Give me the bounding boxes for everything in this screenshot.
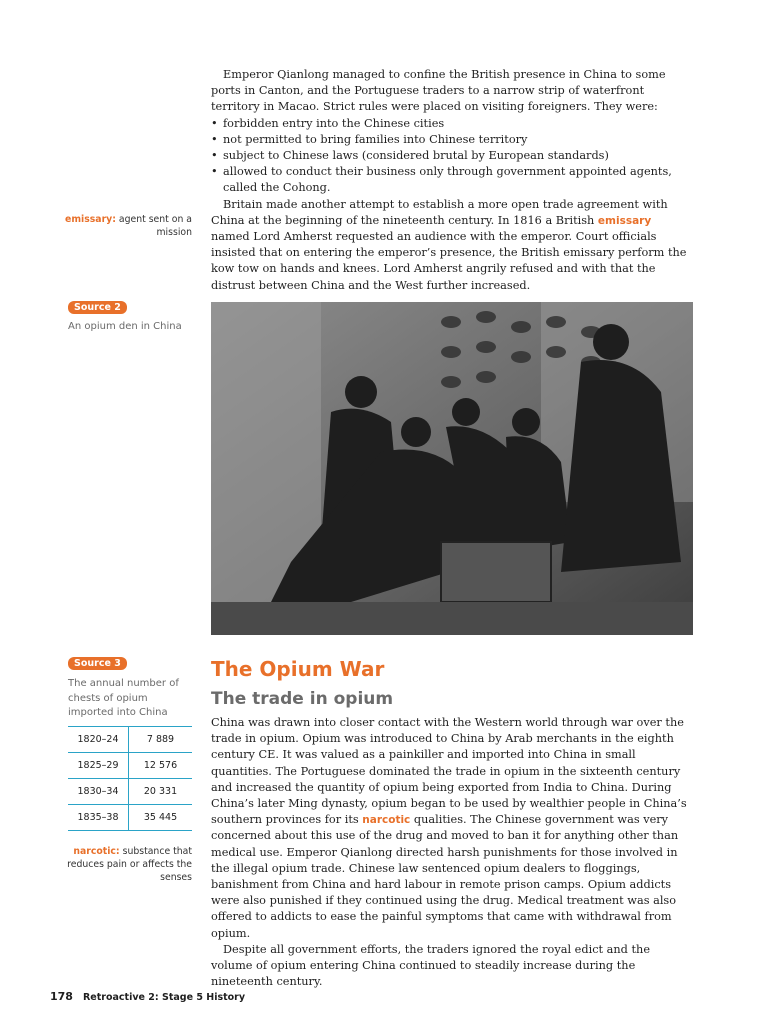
paragraph-text: China was drawn into closer contact with the Western world through war over the trade in opium. Opium was introduced to China by Arab merchants in the eighth century CE. It was valued as a painkiller and imported into China in small quantities. The Portuguese dominated the trade in opium in the sixteenth century and increased the quantity of opium being exported from India to China. During China’s later Ming dynasty, opium began to be used by wealthier people in China’s southern provinces for its [211, 716, 687, 827]
table-cell-chests: 12 576 [129, 753, 193, 779]
paragraph-text: qualities. The Chinese government was very concerned about this use of the drug and moved to ban it for anything other than medical use. Emperor Qianlong directed harsh punishments for those involved in the illegal opium trade. Chinese law sentenced opium dealers to floggings, banishment from China and hard labour in remote prison camps. Opium addicts were also punished if they continued using the drug. Medical treatment was also offered to addicts to ease the painful symptoms that came with withdrawal from opium. [211, 813, 679, 940]
table-row [68, 727, 192, 753]
table-cell-period: 1825–29 [68, 753, 129, 779]
glossary-term-narcotic: narcotic [362, 814, 411, 827]
section-subtitle: The trade in opium [211, 689, 394, 709]
section-body [211, 715, 689, 990]
table-cell-chests: 35 445 [129, 805, 193, 831]
rules-list-item: • allowed to conduct their business only through government appointed agents, called the Cohong. [211, 164, 689, 196]
glossary-term-emissary: emissary [597, 214, 652, 227]
glossary-term: emissary: [65, 214, 116, 225]
opium-den-photo [211, 302, 693, 635]
rules-list-item: • forbidden entry into the Chinese cities [211, 116, 689, 132]
book-title: Retroactive 2: Stage 5 History [82, 992, 246, 1003]
source-3-badge: Source 3 [68, 657, 127, 670]
section-paragraph-1 [211, 715, 689, 942]
table-row [68, 753, 192, 779]
section-paragraph-2: Despite all government efforts, the traders ignored the royal edict and the volume of opium entering China continued to steadily increase during the nineteenth century. [211, 942, 651, 989]
glossary-note-narcotic [67, 845, 192, 884]
source-2-badge: Source 2 [68, 301, 127, 314]
intro-paragraph-1: Emperor Qianlong managed to confine the British presence in China to some ports in Canton, and the Portuguese traders to a narrow strip of waterfront territory in Macao. Strict rules were placed on visiting foreigners. They were: [211, 68, 666, 114]
glossary-term: narcotic: [73, 846, 120, 857]
rules-list-item: • not permitted to bring families into Chinese territory [211, 132, 689, 148]
source-3-caption: The annual number of chests of opium imported into China [68, 678, 179, 718]
table-cell-chests: 20 331 [129, 779, 193, 805]
table-cell-period: 1830–34 [68, 779, 129, 805]
table-row [68, 805, 192, 831]
table-row [68, 779, 192, 805]
source-2-caption: An opium den in China [68, 321, 182, 332]
glossary-definition: agent sent on a mission [115, 214, 192, 238]
intro-paragraph-2 [211, 197, 689, 294]
paragraph-text: named Lord Amherst requested an audience with the emperor. Court officials insisted that on entering the emperor’s presence, the British emissary perform the kow tow on hands and knees. Lord Amherst angrily refused and with that the distrust between China and the West further increased. [211, 230, 687, 292]
paragraph-text: Britain made another attempt to establish a more open trade agreement with China at the beginning of the nineteenth century. In 1816 a British [211, 197, 668, 227]
rules-list [211, 116, 689, 197]
intro-text [211, 67, 689, 294]
rules-list-item: • subject to Chinese laws (considered brutal by European standards) [211, 148, 689, 164]
table-cell-chests: 7 889 [129, 727, 193, 753]
glossary-note-emissary [52, 213, 192, 239]
table-cell-period: 1835–38 [68, 805, 129, 831]
table-cell-period: 1820–24 [68, 727, 129, 753]
section-title: The Opium War [211, 657, 385, 681]
glossary-definition: substance that reduces pain or affects the senses [67, 846, 192, 883]
page-number: 178 [50, 990, 73, 1003]
opium-imports-table [68, 726, 192, 831]
page-footer [50, 990, 245, 1003]
